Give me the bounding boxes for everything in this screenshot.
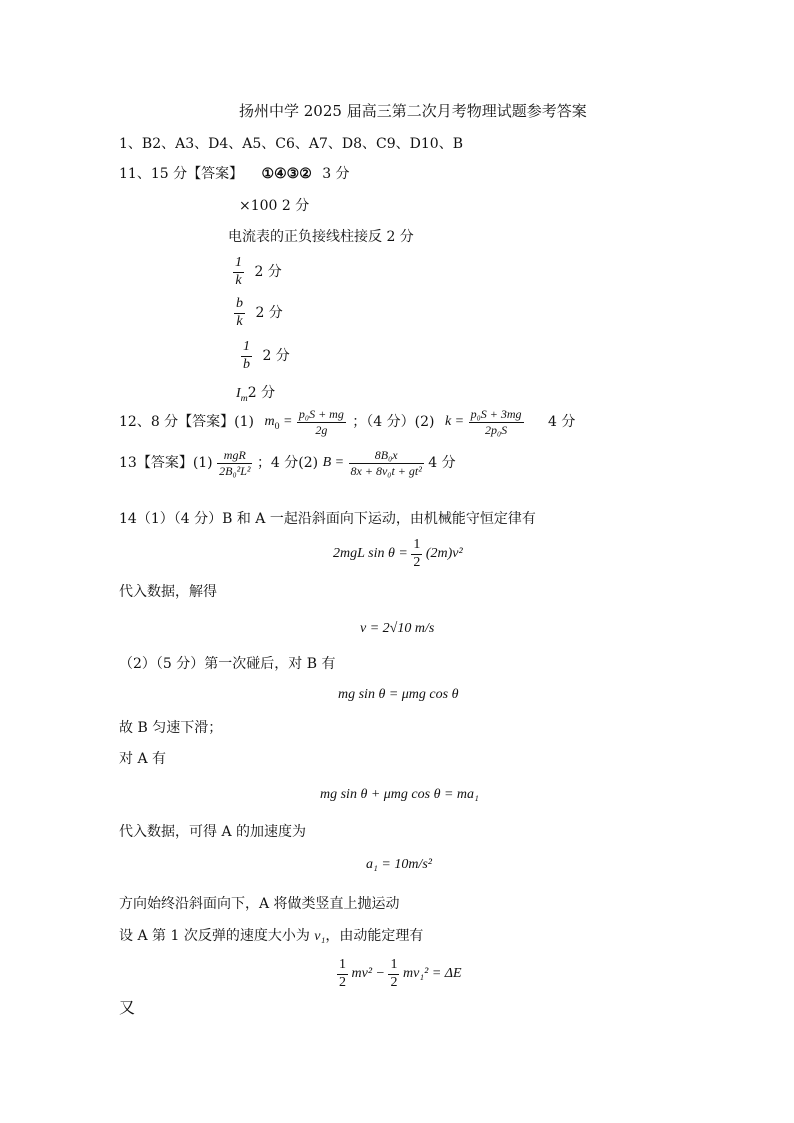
q14-for-a: 对 A 有 xyxy=(119,751,167,767)
eq6-den1: 2 xyxy=(339,974,346,990)
frac3-score: 2 分 xyxy=(262,348,290,365)
frac1-score: 2 分 xyxy=(254,264,282,281)
q11-frac1 xyxy=(233,256,282,288)
q13-label: 13【答案】(1) xyxy=(119,455,213,472)
q14-intro: 14（1）（4 分）B 和 A 一起沿斜面向下运动，由机械能守恒定律有 xyxy=(119,511,536,527)
q13-line xyxy=(119,449,456,477)
k-den: 2p₀S xyxy=(484,422,508,437)
eq6-mid: mv² − xyxy=(351,966,385,982)
q11-frac2 xyxy=(234,297,283,329)
q14-let-v1 xyxy=(119,929,423,944)
im-sub: m xyxy=(240,392,248,404)
q12-line xyxy=(119,408,575,436)
q14-sub-in1: 代入数据，解得 xyxy=(119,584,217,600)
q12-sep: ；（4 分）(2) xyxy=(352,414,435,431)
eq6-frac2 xyxy=(388,958,399,990)
im-score: 2 分 xyxy=(247,385,276,401)
q14-eq4: mg sin θ + μmg cos θ = ma₁ xyxy=(320,787,479,802)
eq1-lhs: 2mgL sin θ = xyxy=(333,546,408,562)
q12-label: 12、8 分【答案】(1) xyxy=(119,414,255,431)
im-symbol: I xyxy=(236,386,241,401)
frac-den: k xyxy=(236,313,243,329)
m0-sub: 0 xyxy=(274,420,280,432)
q13-score: 4 分 xyxy=(428,455,456,472)
q14-direction: 方向始终沿斜面向下，A 将做类竖直上抛运动 xyxy=(119,896,400,912)
frac-num: 1 xyxy=(233,256,244,273)
q11-order: ①④③② xyxy=(261,166,312,182)
k-num: p₀S + 3mg xyxy=(470,407,522,421)
q11-order-score: 3 分 xyxy=(322,166,350,182)
q13-f1-den: 2B₀²L² xyxy=(219,463,251,478)
q11-x100: ×100 2 分 xyxy=(239,198,310,214)
frac-num: b xyxy=(234,297,245,314)
q11-header xyxy=(119,167,350,181)
eq1-frac xyxy=(411,538,422,570)
q14-part2: （2）（5 分）第一次碰后，对 B 有 xyxy=(119,656,336,672)
q14-eq6 xyxy=(337,958,462,990)
m0-frac xyxy=(297,408,346,436)
q14-eq2: v = 2√10 m/s xyxy=(360,621,435,636)
frac-b-over-k xyxy=(234,297,245,329)
eq1-num: 1 xyxy=(411,538,422,555)
frac-1-over-b xyxy=(241,340,252,372)
page-title: 扬州中学 2025 届高三第二次月考物理试题参考答案 xyxy=(239,102,587,120)
q11-label: 11、15 分【答案】 xyxy=(119,166,244,182)
v1-symbol: v₁ xyxy=(314,929,326,944)
frac-num: 1 xyxy=(241,340,252,357)
eq1-rhs: (2m)v² xyxy=(425,546,463,562)
eq1-den: 2 xyxy=(413,554,421,570)
q13-frac2 xyxy=(349,449,424,477)
b-lhs: B = xyxy=(322,455,345,471)
answers-1-10: 1、B2、A3、D4、A5、C6、A7、D8、C9、D10、B xyxy=(119,136,463,152)
let-v1-text: 设 A 第 1 次反弹的速度大小为 xyxy=(119,928,310,944)
q14-b-uniform: 故 B 匀速下滑； xyxy=(119,720,223,736)
q14-eq1 xyxy=(333,538,463,570)
q13-frac1 xyxy=(217,449,252,477)
frac2-score: 2 分 xyxy=(255,305,283,322)
q14-sub-in2: 代入数据，可得 A 的加速度为 xyxy=(119,824,307,840)
k-frac xyxy=(469,408,524,436)
m0-num: p₀S + mg xyxy=(298,407,344,421)
m0-den: 2g xyxy=(315,422,328,437)
frac-den: k xyxy=(235,272,242,288)
let-v1-tail: ，由动能定理有 xyxy=(325,928,424,944)
eq6-den2: 2 xyxy=(390,974,398,990)
q13-sep: ；4 分(2) xyxy=(256,455,319,472)
q13-f1-num: mgR xyxy=(217,449,252,464)
q11-im xyxy=(236,385,276,404)
k-lhs: k = xyxy=(444,414,465,430)
q14-eq5: a₁ = 10m/s² xyxy=(366,857,432,872)
eq6-frac1 xyxy=(337,958,348,990)
q13-f2-num: 8B₀x xyxy=(349,449,424,464)
eq6-num2: 1 xyxy=(388,958,399,975)
frac-1-over-k xyxy=(233,256,244,288)
frac-den: b xyxy=(243,356,250,372)
q11-frac3 xyxy=(241,340,290,372)
eq6-tail: mv₁² = ΔE xyxy=(402,966,462,982)
q12-score2: 4 分 xyxy=(547,414,576,431)
q14-eq3: mg sin θ = μmg cos θ xyxy=(338,687,459,702)
q14-also: 又 xyxy=(119,998,136,1017)
q11-reverse: 电流表的正负接线柱接反 2 分 xyxy=(228,229,414,245)
q13-f2-den: 8x + 8v₀t + gt² xyxy=(350,463,422,478)
m0-symbol: $m_0$ = xyxy=(264,414,293,432)
eq6-num1: 1 xyxy=(337,958,348,975)
m0-m: m xyxy=(264,414,275,430)
